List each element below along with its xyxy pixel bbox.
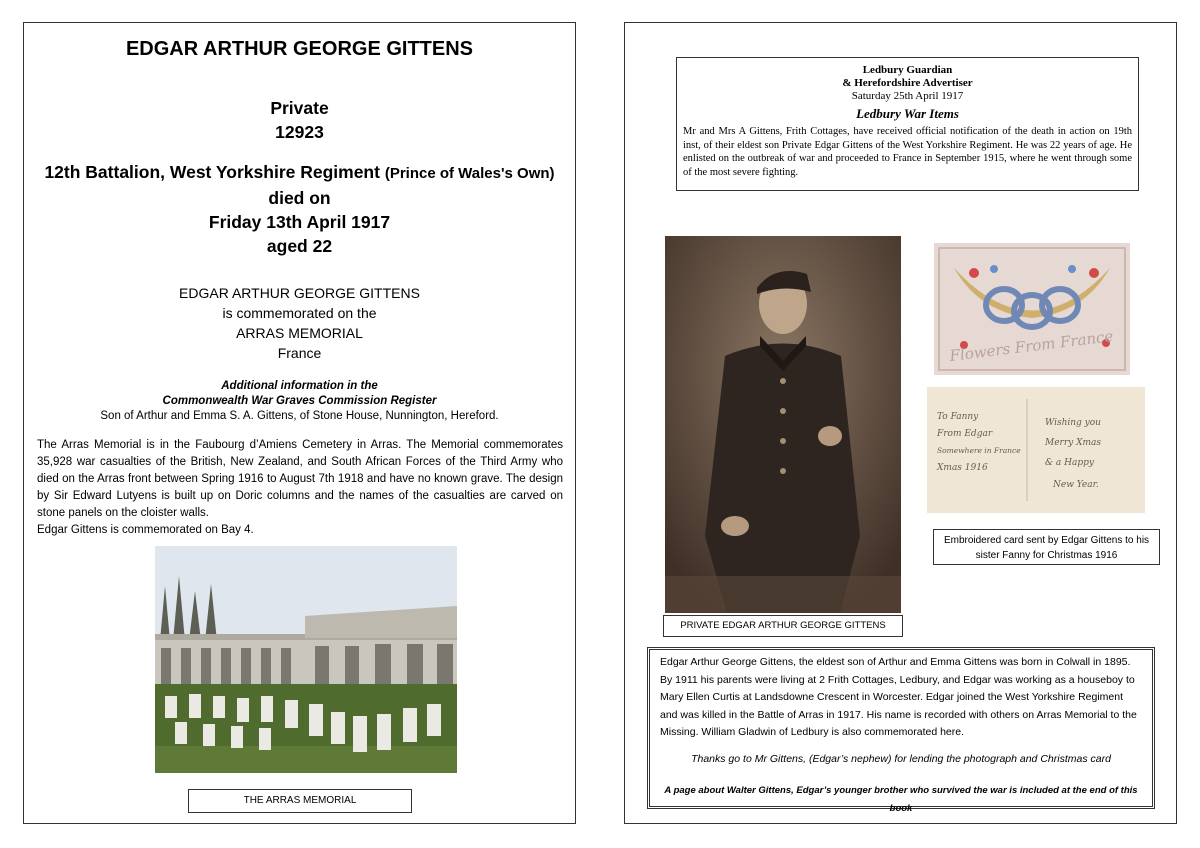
biography-text: Edgar Arthur George Gittens, the eldest son of Arthur and Emma Gittens was born in Colwall in 1895. By 1911 his parents were living at 2 Frith Cottages, Ledbury, and Edgar was working as a houseboy to Mary Ellen Curtis at Landsdowne Crescent in Worcester. Edgar joined the West Yorkshire Regiment and was killed in the Battle of Arras in 1917. His name is recorded with others on Arras Memorial to the Missing. William Gladwin of Ledbury is also commemorated here. xyxy=(660,656,1137,738)
died-on-label: died on xyxy=(268,188,331,208)
card-front-image xyxy=(934,243,1130,375)
service-number: 12923 xyxy=(275,122,324,142)
age: aged 22 xyxy=(266,236,333,256)
cwgc-text: Son of Arthur and Emma S. A. Gittens, of Stone House, Nunnington, Hereford. xyxy=(100,410,499,422)
arras-memorial-photo xyxy=(155,546,457,773)
biography-box xyxy=(647,647,1155,814)
card-back-right-3: & a Happy xyxy=(1045,458,1094,468)
service-details xyxy=(24,96,575,258)
newspaper-title-1: Ledbury Guardian xyxy=(862,64,953,76)
soldier-photo-caption: PRIVATE EDGAR ARTHUR GEORGE GITTENS xyxy=(663,615,903,637)
newspaper-title-2: & Herefordshire Advertiser xyxy=(842,77,973,89)
cwgc-heading-2: Commonwealth War Graves Commission Register xyxy=(162,395,437,407)
card-back-image xyxy=(927,387,1145,513)
card-back-right-2: Merry Xmas xyxy=(1045,438,1102,448)
arras-paragraph: The Arras Memorial is in the Faubourg d’Amiens Cemetery in Arras. The Memorial commemorates 35,928 war casualties of the British, New Zealand, and South African Forces of the Third Army who died on the Arras front between Spring 1916 to August 7th 1918 and have no known grave. The design by Sir Edward Lutyens is built up on Doric columns and the names of the casualties are carved on stone panels on the cloister walls. xyxy=(37,439,563,519)
newspaper-body: Mr and Mrs A Gittens, Frith Cottages, have received official notification of the death in action on 19th inst, of their eldest son Private Edgar Gittens of the West Yorkshire Regiment. He was 22 years of age. He enlisted on the outbreak of war and proceeded to France in September 1915, where he went through some of the most severe fighting. xyxy=(683,126,1132,178)
left-page xyxy=(23,22,576,824)
card-back-right-1: Wishing you xyxy=(1045,418,1101,428)
soldier-photo xyxy=(665,236,901,613)
memorial-line: is commemorated on the xyxy=(222,305,377,321)
newspaper-headline: Ledbury War Items xyxy=(856,106,959,121)
embroidered-card-front xyxy=(934,243,1130,375)
unit xyxy=(24,160,575,186)
card-back-right-4: New Year. xyxy=(1053,480,1099,490)
memorial-name: ARRAS MEMORIAL xyxy=(236,325,363,341)
memorial-country: France xyxy=(277,345,322,361)
acknowledgement-text: Thanks go to Mr Gittens, (Edgar’s nephew) for lending the photograph and Christmas card xyxy=(691,752,1111,765)
unit-main: 12th Battalion, West Yorkshire Regiment xyxy=(44,162,380,182)
unit-sub: (Prince of Wales's Own) xyxy=(384,165,555,182)
newspaper-date: Saturday 25th April 1917 xyxy=(851,90,964,102)
walter-gittens-note: A page about Walter Gittens, Edgar’s younger brother who survived the war is included at the end of this book xyxy=(664,785,1138,814)
card-back-left-4: Xmas 1916 xyxy=(937,463,988,473)
right-page xyxy=(624,22,1177,824)
page-title: EDGAR ARTHUR GEORGE GITTENS xyxy=(125,38,474,60)
arras-memorial-image xyxy=(155,546,457,773)
death-date: Friday 13th April 1917 xyxy=(208,212,391,232)
memorial-block xyxy=(24,283,575,363)
card-front-text: Flowers From France xyxy=(948,327,1115,366)
card-back-left-1: To Fanny xyxy=(937,412,979,422)
newspaper-clipping xyxy=(676,57,1139,191)
bay-text: Edgar Gittens is commemorated on Bay 4. xyxy=(37,524,254,536)
cwgc-block xyxy=(24,379,575,424)
memorial-person-name: EDGAR ARTHUR GEORGE GITTENS xyxy=(179,285,420,301)
embroidered-card-back xyxy=(927,387,1145,513)
rank: Private xyxy=(270,98,329,118)
card-back-left-3: Somewhere in France xyxy=(937,446,1021,455)
card-back-left-2: From Edgar xyxy=(937,429,993,439)
arras-photo-caption: THE ARRAS MEMORIAL xyxy=(188,789,412,813)
arras-description xyxy=(37,437,563,539)
cwgc-heading-1: Additional information in the xyxy=(221,380,378,392)
card-caption: Embroidered card sent by Edgar Gittens to his sister Fanny for Christmas 1916 xyxy=(933,529,1160,565)
soldier-portrait-image xyxy=(665,236,901,613)
